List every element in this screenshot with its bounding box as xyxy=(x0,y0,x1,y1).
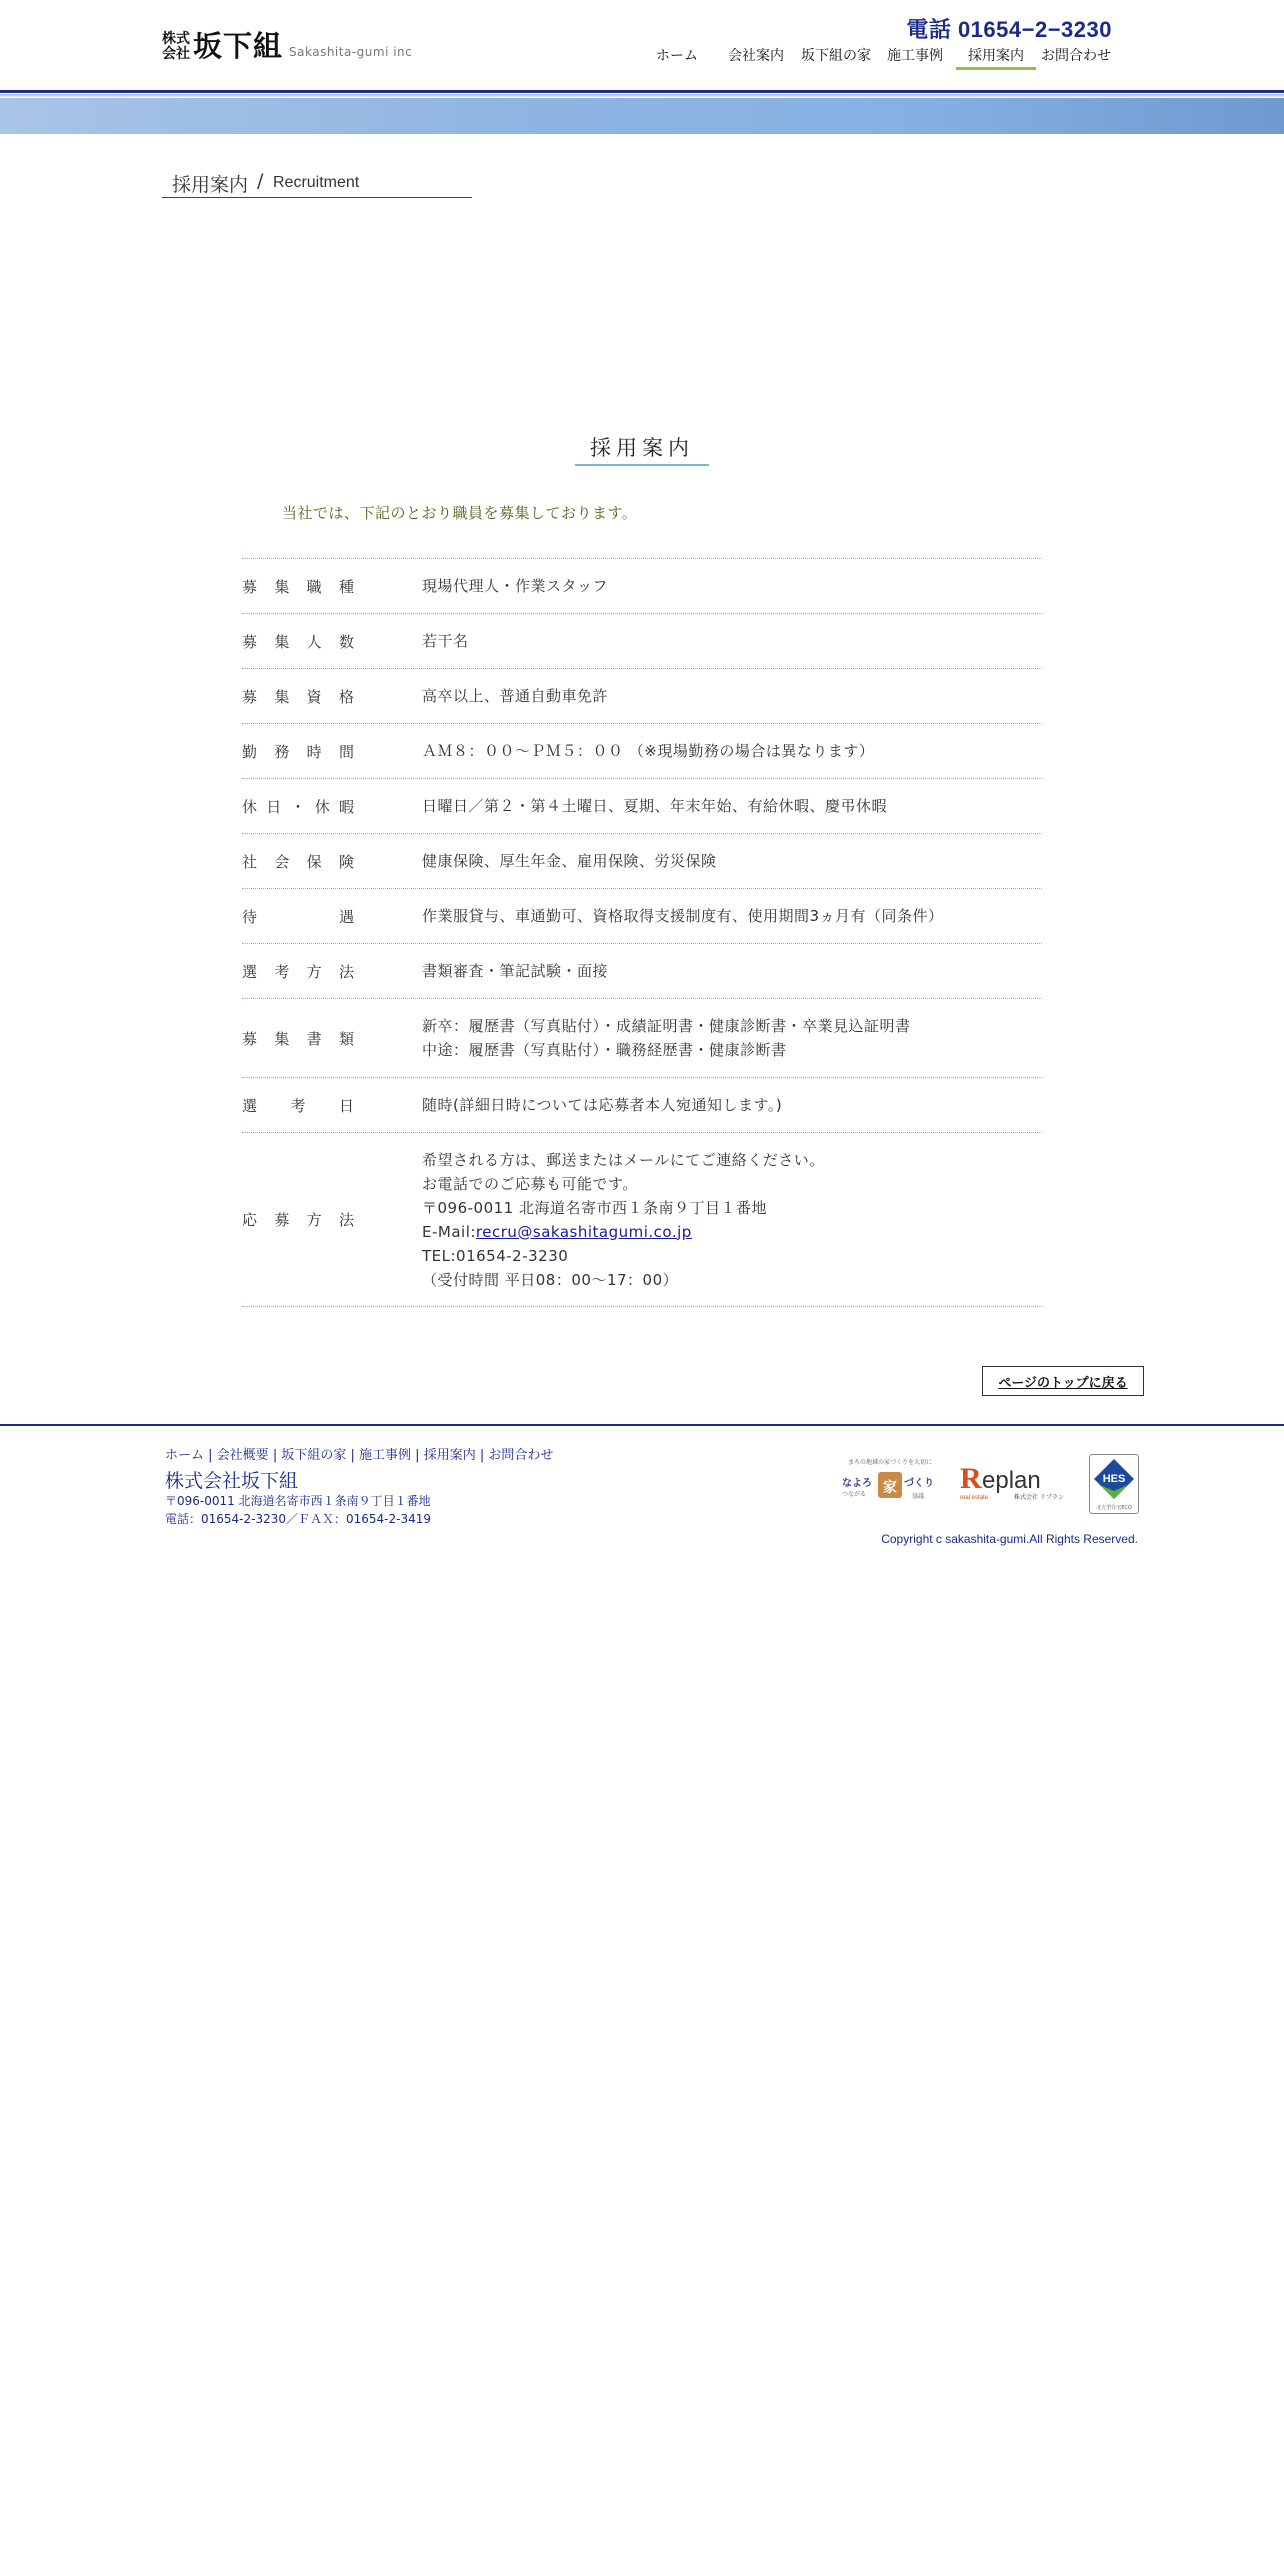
logo-company-name: 坂下組 xyxy=(193,29,284,63)
svg-text:eplan: eplan xyxy=(982,1467,1041,1494)
svg-text:なよろ: なよろ xyxy=(842,1478,872,1489)
row-label: 待 遇 xyxy=(242,907,354,926)
header-banner xyxy=(0,98,1284,134)
row-value: 新卒：履歴書（写真貼付）・成績証明書・健康診断書・卒業見込証明書 中途：履歴書（写真貼付）・職務経歴書・健康診断書 xyxy=(422,1017,911,1059)
row-value: 書類審査・筆記試験・面接 xyxy=(422,962,609,980)
row-label: 選 考 方 法 xyxy=(242,962,354,981)
nav-works[interactable]: 施工事例 xyxy=(887,48,943,64)
footer-divider xyxy=(0,1424,1284,1426)
footer-phone-fax: 電話：01654-2-3230／ＦＡＸ：01654-2-3419 xyxy=(165,1512,432,1526)
footer-company-name: 株式会社坂下組 xyxy=(165,1470,299,1492)
svg-text:株式会社 リプラン: 株式会社 リプラン xyxy=(1014,1494,1064,1501)
nav-recruitment[interactable]: 採用案内 xyxy=(956,47,1036,70)
row-label: 応 募 方 法 xyxy=(242,1211,354,1229)
page-heading-ja: 採用案内 xyxy=(172,174,249,196)
footer-link-company[interactable]: 会社概要 xyxy=(216,1448,269,1463)
header-divider xyxy=(0,90,1284,93)
table-row xyxy=(242,1077,1042,1132)
row-label: 勤 務 時 間 xyxy=(242,742,354,761)
table-row xyxy=(242,558,1042,613)
table-row xyxy=(242,778,1042,833)
header-phone-number: 電話 01654−2−3230 xyxy=(906,17,1112,42)
row-label: 選 考 日 xyxy=(242,1096,354,1115)
footer-address: 〒096-0011 北海道名寄市西１条南９丁目１番地 xyxy=(165,1494,431,1508)
svg-text:HES: HES xyxy=(1102,1473,1126,1485)
nayoro-iezukuri-logo-graphic xyxy=(840,1456,940,1504)
svg-text:家: 家 xyxy=(883,1480,897,1496)
svg-text:real estate: real estate xyxy=(960,1495,989,1501)
footer-link-home[interactable]: ホーム xyxy=(165,1448,205,1463)
nav-home[interactable]: ホーム xyxy=(656,48,698,64)
svg-text:つながる: つながる xyxy=(842,1491,867,1498)
nayoro-iezukuri-logo[interactable] xyxy=(840,1456,940,1504)
table-row xyxy=(242,723,1042,778)
nav-sakashita-house[interactable]: 坂下組の家 xyxy=(801,48,871,64)
table-row xyxy=(242,943,1042,998)
page-heading xyxy=(162,168,472,198)
table-row xyxy=(242,1132,1042,1307)
hes-logo[interactable] xyxy=(1089,1454,1139,1514)
row-value: 作業服貸与、車通勤可、資格取得支援制度有、使用期間3ヵ月有（同条件） xyxy=(422,907,944,925)
table-row xyxy=(242,668,1042,723)
table-row xyxy=(242,888,1042,943)
footer-link-recruitment[interactable]: 採用案内 xyxy=(423,1448,476,1463)
row-value: 希望される方は、郵送またはメールにてご連絡ください。 お電話でのご応募も可能です。 〒096-0011 北海道名寄市西１条南９丁目１番地 E-Mail:recru@sakashitagumi.co.jp TEL:01654-2-3230 （受付時間 平日08：00～17：00） xyxy=(422,1150,825,1289)
row-value: 日曜日／第２・第４土曜日、夏期、年末年始、有給休暇、慶弔休暇 xyxy=(422,797,888,815)
recruitment-table xyxy=(242,558,1042,1307)
footer-nav: ホーム | 会社概要 | 坂下組の家 | 施工事例 | 採用案内 | お問合わせ xyxy=(165,1448,554,1463)
nav-company[interactable]: 会社案内 xyxy=(728,48,784,64)
email-link[interactable]: recru@sakashitagumi.co.jp xyxy=(475,1222,692,1241)
back-to-top-button[interactable]: ページのトップに戻る xyxy=(982,1366,1144,1396)
row-value: 高卒以上、普通自動車免許 xyxy=(422,687,609,705)
nav-contact[interactable]: お問合わせ xyxy=(1041,48,1111,64)
hes-logo-graphic xyxy=(1090,1455,1138,1513)
main-nav xyxy=(640,47,1120,73)
intro-text: 当社では、下記のとおり職員を募集しております。 xyxy=(282,504,638,522)
svg-text:協議: 協議 xyxy=(912,1493,925,1500)
row-label: 募 集 人 数 xyxy=(242,632,354,651)
replan-logo-graphic xyxy=(958,1458,1074,1502)
table-row xyxy=(242,833,1042,888)
logo-subtitle: Sakashita-gumi inc xyxy=(289,45,413,59)
row-value: 現場代理人・作業スタッフ xyxy=(422,577,609,595)
table-row xyxy=(242,998,1042,1077)
logo-kabushiki-label: 株式 会社 xyxy=(162,31,190,62)
row-value: 健康保険、厚生年金、雇用保険、労災保険 xyxy=(422,852,717,870)
svg-text:北方型住宅ECO: 北方型住宅ECO xyxy=(1096,1505,1132,1511)
footer-link-works[interactable]: 施工事例 xyxy=(359,1448,412,1463)
svg-text:R: R xyxy=(960,1462,982,1495)
row-label: 募 集 資 格 xyxy=(242,687,354,706)
row-label: 社 会 保 険 xyxy=(242,852,354,871)
site-header xyxy=(0,0,1284,92)
svg-text:まちの地域の家づくりを大切に: まちの地域の家づくりを大切に xyxy=(847,1459,933,1466)
svg-text:づくり: づくり xyxy=(904,1478,934,1489)
footer-link-house[interactable]: 坂下組の家 xyxy=(281,1448,347,1463)
copyright-text: Copyright c sakashita-gumi.All Rights Reserved. xyxy=(881,1532,1138,1546)
replan-logo[interactable] xyxy=(958,1458,1074,1502)
page-heading-separator: / xyxy=(257,170,264,192)
row-value: 随時(詳細日時については応募者本人宛通知します。) xyxy=(422,1096,783,1114)
footer-link-contact[interactable]: お問合わせ xyxy=(488,1448,554,1463)
row-value: ＡＭ８：００～ＰＭ５：００ （※現場勤務の場合は異なります） xyxy=(422,742,875,760)
table-row xyxy=(242,613,1042,668)
page-heading-en: Recruitment xyxy=(273,174,360,191)
row-label: 休 日 ・ 休 暇 xyxy=(242,797,354,816)
section-title: 採用案内 xyxy=(575,434,709,466)
row-label: 募 集 職 種 xyxy=(242,577,354,596)
site-logo[interactable] xyxy=(162,26,412,62)
row-value: 若干名 xyxy=(422,632,469,650)
row-label: 募 集 書 類 xyxy=(242,1029,354,1048)
